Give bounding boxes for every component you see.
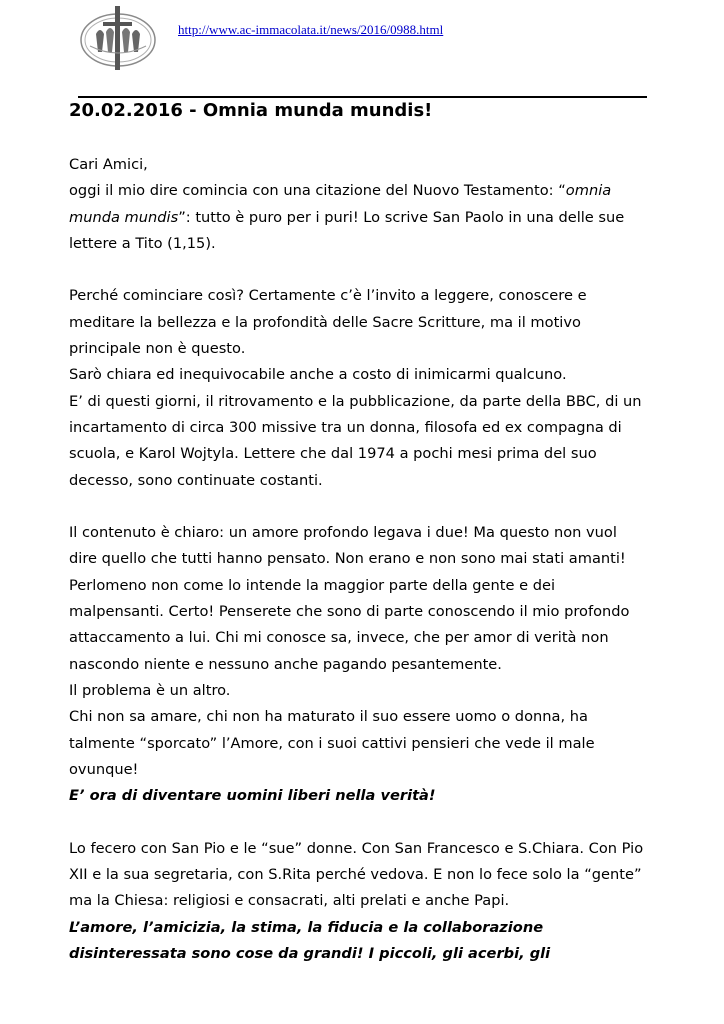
- paragraph-2-line: decesso, sono continuate costanti.: [69, 471, 323, 489]
- paragraph-gap: [69, 494, 669, 520]
- paragraph-3-line: Il problema è un altro.: [69, 681, 231, 699]
- paragraph-1-line-2: [69, 205, 669, 231]
- emphasis-line: E’ ora di diventare uomini liberi nella verità!: [69, 787, 436, 805]
- paragraph-2-line: Perché cominciare così? Certamente c’è l’invito a leggere, conoscere e: [69, 287, 587, 305]
- cross-figures-logo-icon: [78, 4, 158, 72]
- paragraph-1-line-3: lettere a Tito (1,15).: [69, 234, 216, 252]
- paragraph-3-line: dire quello che tutti hanno pensato. Non erano e non sono mai stati amanti!: [69, 550, 626, 568]
- paragraph-3-line: talmente “sporcato” l’Amore, con i suoi cattivi pensieri che vede il male: [69, 734, 595, 752]
- paragraph-4-line: ma la Chiesa: religiosi e consacrati, alti prelati e anche Papi.: [69, 892, 510, 910]
- paragraph-1-line-1: [69, 178, 669, 204]
- paragraph-3-line: ovunque!: [69, 760, 139, 778]
- paragraph-2-line: scuola, e Karol Wojtyla. Lettere che dal 1974 a pochi mesi prima del suo: [69, 445, 597, 463]
- paragraph-gap: [69, 257, 669, 283]
- article-body: [69, 152, 669, 967]
- paragraph-2-line: incartamento di circa 300 missive tra un donna, filosofa ed ex compagna di: [69, 418, 622, 436]
- paragraph-4-line: Lo fecero con San Pio e le “sue” donne. Con San Francesco e S.Chiara. Con Pio: [69, 839, 644, 857]
- paragraph-gap: [69, 809, 669, 835]
- paragraph-2-line: E’ di questi giorni, il ritrovamento e la pubblicazione, da parte della BBC, di un: [69, 392, 642, 410]
- paragraph-3-line: Chi non sa amare, chi non ha maturato il suo essere uomo o donna, ha: [69, 708, 588, 726]
- paragraph-3-line: nascondo niente e nessuno anche pagando pesantemente.: [69, 655, 502, 673]
- emphasis-line: L’amore, l’amicizia, la stima, la fiducia e la collaborazione: [69, 918, 544, 936]
- greeting-line: Cari Amici,: [69, 156, 148, 173]
- paragraph-3-line: Perlomeno non come lo intende la maggior parte della gente e dei: [69, 576, 556, 594]
- paragraph-1-text: ”: tutto è puro per i puri! Lo scrive San Paolo in una delle sue: [178, 208, 625, 226]
- latin-quote-part-1: omnia: [565, 182, 612, 200]
- paragraph-3-line: Il contenuto è chiaro: un amore profondo legava i due! Ma questo non vuol: [69, 524, 617, 542]
- source-url-link[interactable]: http://www.ac-immacolata.it/news/2016/0988.html: [178, 22, 444, 37]
- latin-quote-part-2: munda mundis: [69, 208, 179, 226]
- paragraph-3-line: malpensanti. Certo! Penserete che sono di parte conoscendo il mio profondo: [69, 603, 630, 621]
- paragraph-4-line: XII e la sua segretaria, con S.Rita perché vedova. E non lo fece solo la “gente”: [69, 866, 642, 884]
- page-title: 20.02.2016 - Omnia munda mundis!: [69, 100, 433, 121]
- paragraph-2-line: meditare la bellezza e la profondità delle Sacre Scritture, ma il motivo: [69, 313, 581, 331]
- paragraph-1-text: oggi il mio dire comincia con una citazione del Nuovo Testamento: “: [69, 182, 566, 200]
- emphasis-line: disinteressata sono cose da grandi! I piccoli, gli acerbi, gli: [69, 944, 551, 962]
- paragraph-3-line: attaccamento a lui. Chi mi conosce sa, invece, che per amor di verità non: [69, 629, 609, 647]
- paragraph-2-line: principale non è questo.: [69, 340, 246, 358]
- paragraph-2-line: Sarò chiara ed inequivocabile anche a costo di inimicarmi qualcuno.: [69, 366, 567, 384]
